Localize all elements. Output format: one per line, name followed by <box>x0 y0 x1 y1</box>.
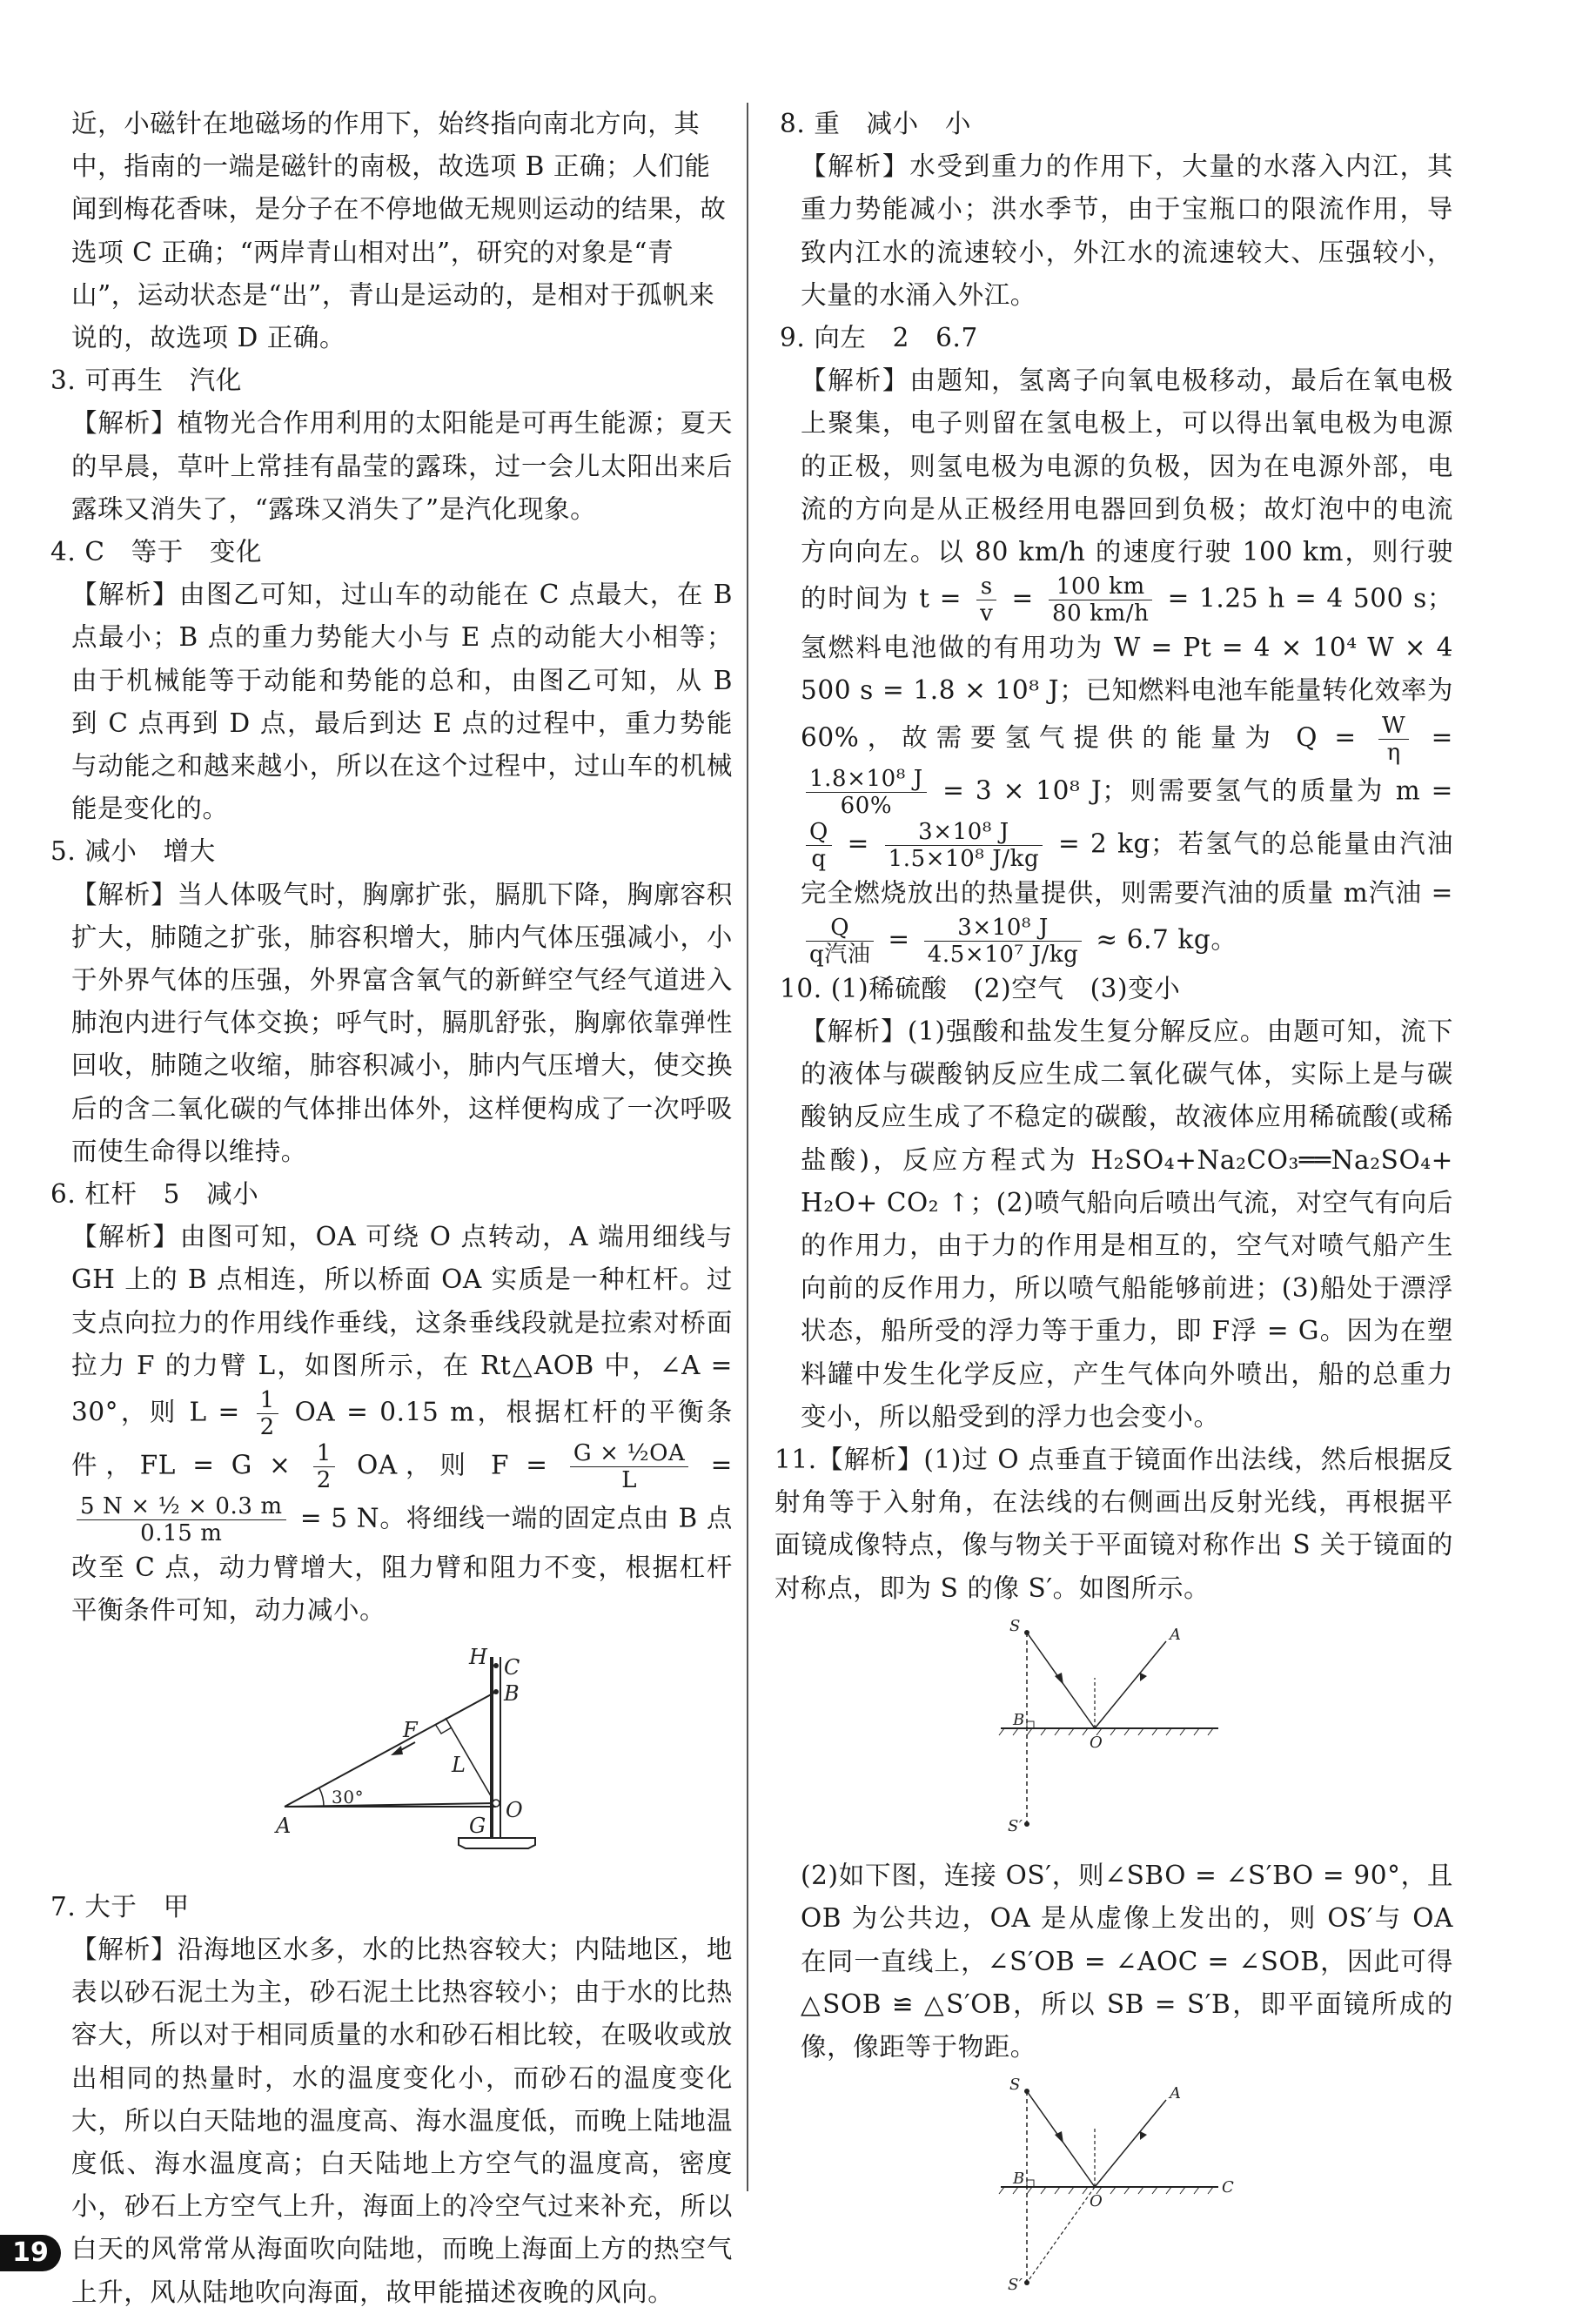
fig2-label-S: S <box>1009 2076 1021 2095</box>
q6-text-d: OA，则 F = <box>357 1450 548 1480</box>
fig1-label-S: S <box>1009 1616 1021 1635</box>
fraction-energy: $\frac{\text{1.8×10⁸ J}}{60\%}$ <box>806 766 927 819</box>
q6-text-e: = 5 N。将细线一端的固定点由 B 点改至 C 点，动力臂增大，阻力臂和阻力不变，根据杠杆平衡条件可知，动力减小。 <box>71 1503 733 1626</box>
fig1-label-A: A <box>1170 1625 1182 1644</box>
fraction-half: $\frac{1}{2}$ <box>257 1387 278 1440</box>
q5-answer: 5. 减小 增大 <box>50 836 216 867</box>
q9-text-f: ≈ 6.7 kg。 <box>1096 924 1237 955</box>
q9-text-c: = 3 × 10⁸ J；则需要氢气的质量为 m = <box>942 775 1453 806</box>
lever-diagram <box>145 1640 633 1866</box>
q8-explanation: 【解析】水受到重力的作用下，大量的水落入内江，其重力势能减小；洪水季节，由于宝瓶口的限流作用，导致内江水的流速较小，外江水的流速较大、压强较小，大量的水涌入外江。 <box>801 151 1453 310</box>
q6-text-a: 【解析】由图可知，OA 可绕 O 点转动，A 端用细线与 GH 上的 B 点相连，所以桥面 OA 实质是一种杠杆。过支点向拉力的作用线作垂线，这条垂线段就是拉索对桥面拉力 F 的力臂 L，如图所示，在 Rt△AOB 中，∠A = 30°，则 L = <box>71 1222 733 1427</box>
fraction-force-2: $\frac{\text{5 N × ½ × 0.3 m}}{0.15 m}$ <box>77 1493 286 1546</box>
fig2-label-B: B <box>1013 2170 1025 2189</box>
right-column <box>775 103 1453 2313</box>
q8-answer: 8. 重 减小 小 <box>780 109 971 138</box>
q4-answer: 4. C 等于 变化 <box>50 537 263 567</box>
fraction-force-1: $\frac{\text{G × ½OA}}{L}$ <box>570 1440 689 1493</box>
q9-text-d: = 2 kg；若氢气的总能量由汽油完全燃烧放出的热量提供，则需要汽油的质量 <box>801 828 1454 908</box>
q4-explanation: 【解析】由图乙可知，过山车的动能在 C 点最大，在 B 点最小；B 点的重力势能大小与 E 点的动能大小相等；由于机械能等于动能和势能的总和，由图乙可知，从 B 到 C 点再到 D 点，最后到达 E 点的过程中，重力势能与动能之和越来越小，所以在这个过程中，过山车的机械能是变化的。 <box>71 580 733 824</box>
mirror-diagram-1 <box>983 1617 1244 1834</box>
label-C: C <box>504 1654 520 1680</box>
fig1-label-B: B <box>1013 1710 1025 1729</box>
fig1-label-S-image: S′ <box>1008 1816 1023 1834</box>
q7-explanation: 【解析】沿海地区水多，水的比热容较大；内陆地区，地表以砂石泥土为主，砂石泥土比热容较小；由于水的比热容大，所以对于相同质量的水和砂石相比较，在吸收或放出相同的热量时，水的温度变化小，而砂石的温度变化大，所以白天陆地的温度高、海水温度低，而晚上陆地温度低、海水温度高；白天陆地上方空气的温度高，密度小，砂石上方空气上升，海面上的冷空气过来补充，所以白天的风常常从海面吹向陆地，而晚上海面上方的热空气上升，风从陆地吹向海面，故甲能描述夜晚的风向。 <box>71 1934 733 2307</box>
mirror-figure-1 <box>775 1617 1453 1848</box>
q6-text-b: OA = <box>294 1397 369 1427</box>
label-B: B <box>504 1680 520 1706</box>
fig2-label-A: A <box>1170 2084 1182 2103</box>
q6-answer: 6. 杠杆 5 减小 <box>50 1179 259 1210</box>
page-number: 19 <box>0 2235 61 2271</box>
q9-text-e: m汽油 = <box>1343 877 1453 908</box>
mirror-diagram-2 <box>983 2076 1244 2293</box>
q10-explanation: 【解析】(1)强酸和盐发生复分解反应。由题可知，流下的液体与碳酸钠反应生成二氧化碳气体，实际上是与碳酸钠反应生成了不稳定的碳酸，故液体应用稀硫酸(或稀盐酸)，反应方程式为 H₂SO₄+Na₂CO₃══Na₂SO₄+ H₂O+ CO₂ ↑；(2)喷气船向后喷出气流，对空气有向后的作用力，由于力的作用是相互的，空气对喷气船产生向前的反作用力，所以喷气船能够前进；(3)船处于漂浮状态，船所受的浮力等于重力，即 F浮 = G。因为在塑料罐中发生化学反应，产生气体向外喷出，船的总重力变小，所以船受到的浮力也会变小。 <box>801 1016 1453 1432</box>
fig2-label-O: O <box>1090 2192 1103 2211</box>
fraction-q-qgas: $\frac{Q}{\text{q汽油}}$ <box>806 915 874 968</box>
q6-explanation: 【解析】由图可知，OA 可绕 O 点转动，A 端用细线与 GH 上的 B 点相连，所以桥面 OA 实质是一种杠杆。过支点向拉力的作用线作垂线，这条垂线段就是拉索对桥面拉力 F 的力臂 L，如图所示，在 Rt△AOB 中，∠A = 30°，则 L = $\frac{1}{2}$ OA = 0.15 m，根据杠杆的平衡条件，FL = G × $\frac{1}{2}$ OA，则 F = $\frac{\text{G × ½OA}}{L}$ = $\frac{\text{5 N × ½ × 0.3 m}}{0.15 m}$ = 5 N。将细线一端的固定点由 B 点改至 C 点，动力臂增大，阻力臂和阻力不变，根据杠杆平衡条件可知，动力减小。 <box>71 1222 734 1626</box>
label-L: L <box>452 1752 466 1777</box>
q9-text-a: 【解析】由题知，氢离子向氧电极移动，最后在氧电极上聚集，电子则留在氢电极上，可以得出氧电极为电源的正极，则氢电极为电源的负极，因为在电源外部，电流的方向是从正极经用电器回到负极；故灯泡中的电流方向向左。以 80 km/h 的速度行驶 100 km，则行驶的时间为 t = <box>801 366 1453 614</box>
fraction-mass: $\frac{\text{3×10⁸ J}}{\text{1.5×10⁸ J/kg}}$ <box>885 819 1043 872</box>
q3-explanation: 【解析】植物光合作用利用的太阳能是可再生能源；夏天的早晨，草叶上常挂有晶莹的露珠，过一会儿太阳出来后露珠又消失了，“露珠又消失了”是汽化现象。 <box>71 408 733 524</box>
q9-explanation: 【解析】由题知，氢离子向氧电极移动，最后在氧电极上聚集，电子则留在氢电极上，可以得出氧电极为电源的正极，则氢电极为电源的负极，因为在电源外部，电流的方向是从正极经用电器回到负极；故灯泡中的电流方向向左。以 80 km/h 的速度行驶 100 km，则行驶的时间为 t = $\frac{s}{v}$ = $\frac{100 km}{80 km/h}$ = 1.25 h = 4 500 s；氢燃料电池做的有用功为 W = Pt = 4 × 10⁴ W × 4 500 s = 1.8 × 10⁸ J；已知燃料电池车能量转化效率为 60%，故需要氢气提供的能量为 Q = $\frac{W}{\eta}$ = $\frac{\text{1.8×10⁸ J}}{60\%}$ = 3 × 10⁸ J；则需要氢气的质量为 m = $\frac{Q}{q}$ = $\frac{\text{3×10⁸ J}}{\text{1.5×10⁸ J/kg}}$ = 2 kg；若氢气的总能量由汽油完全燃烧放出的热量提供，则需要汽油的质量 m汽油 = $\frac{Q}{\text{q汽油}}$ = $\frac{\text{3×10⁸ J}}{\text{4.5×10⁷ J/kg}}$ ≈ 6.7 kg。 <box>801 366 1454 968</box>
fraction-half-2: $\frac{1}{2}$ <box>313 1440 335 1493</box>
label-G: G <box>469 1813 486 1838</box>
label-F: F <box>403 1717 419 1742</box>
lever-bridge-figure <box>45 1640 733 1879</box>
fig2-label-C: C <box>1222 2178 1235 2197</box>
q11-explanation-part2: (2)如下图，连接 OS′，则∠SBO = ∠S′BO = 90°，且 OB 为公共边，OA 是从虚像上发出的，则 OS′与 OA 在同一直线上，∠S′OB = ∠AOC = ∠SOB，因此可得△SOB ≌ △S′OB，所以 SB = S′B，即平面镜所成的像，像距等于物距。 <box>801 1861 1453 2062</box>
label-A: A <box>276 1813 292 1838</box>
q9-text-b: = 1.25 h = 4 500 s；氢燃料电池做的有用功为 W = Pt = 4 × 10⁴ W × 4 500 s = 1.8 × 10⁸ J；已知燃料电池车能量转化效率为 60%，故需要氢气提供的能量为 Q = <box>801 583 1453 753</box>
label-O: O <box>506 1797 524 1822</box>
q9-answer: 9. 向左 2 6.7 <box>780 323 978 353</box>
fraction-gas-mass: $\frac{\text{3×10⁸ J}}{\text{4.5×10⁷ J/kg}}$ <box>924 915 1083 968</box>
fraction-w-eta: $\frac{W}{\eta}$ <box>1378 713 1409 766</box>
fraction-s-v: $\frac{s}{v}$ <box>976 573 996 627</box>
fraction-time: $\frac{100 km}{80 km/h}$ <box>1049 573 1152 627</box>
column-divider <box>747 103 748 2191</box>
mirror-figure-2 <box>775 2076 1453 2306</box>
q6-text-c: 0.15 m，根据杠杆的平衡条件，FL = G × <box>71 1397 734 1480</box>
q2-continuation: 近，小磁针在地磁场的作用下，始终指向南北方向，其中，指南的一端是磁针的南极，故选项 B 正确；人们能闻到梅花香味，是分子在不停地做无规则运动的结果，故选项 C 正确；“两岸青山相对出”，研究的对象是“青山”，运动状态是“出”，青山是运动的，是相对于孤帆来说的，故选项 D 正确。 <box>71 109 727 353</box>
q11-explanation-part1: 11.【解析】(1)过 O 点垂直于镜面作出法线，然后根据反射角等于入射角，在法线的右侧画出反射光线，再根据平面镜成像特点，像与物关于平面镜对称作出 S 关于镜面的对称点，即为 S 的像 S′。如图所示。 <box>775 1445 1453 1603</box>
q7-answer: 7. 大于 甲 <box>50 1891 190 1922</box>
fraction-q-q: $\frac{Q}{q}$ <box>806 819 832 872</box>
angle-label: 30° <box>332 1786 365 1808</box>
fig2-label-S-image: S′ <box>1008 2276 1023 2294</box>
q10-answer: 10. (1)稀硫酸 (2)空气 (3)变小 <box>780 973 1181 1003</box>
q3-answer: 3. 可再生 汽化 <box>50 366 242 396</box>
q5-explanation: 【解析】当人体吸气时，胸廓扩张，膈肌下降，胸廓容积扩大，肺随之扩张，肺容积增大，肺内气体压强减小，小于外界气体的压强，外界富含氧气的新鲜空气经气道进入肺泡内进行气体交换；呼气时，膈肌舒张，胸廓依靠弹性回收，肺随之收缩，肺容积减小，肺内气压增大，使交换后的含二氧化碳的气体排出体外，这样便构成了一次呼吸而使生命得以维持。 <box>71 879 733 1166</box>
left-column <box>45 103 733 2314</box>
fig1-label-O: O <box>1090 1733 1103 1752</box>
label-H: H <box>469 1644 488 1669</box>
